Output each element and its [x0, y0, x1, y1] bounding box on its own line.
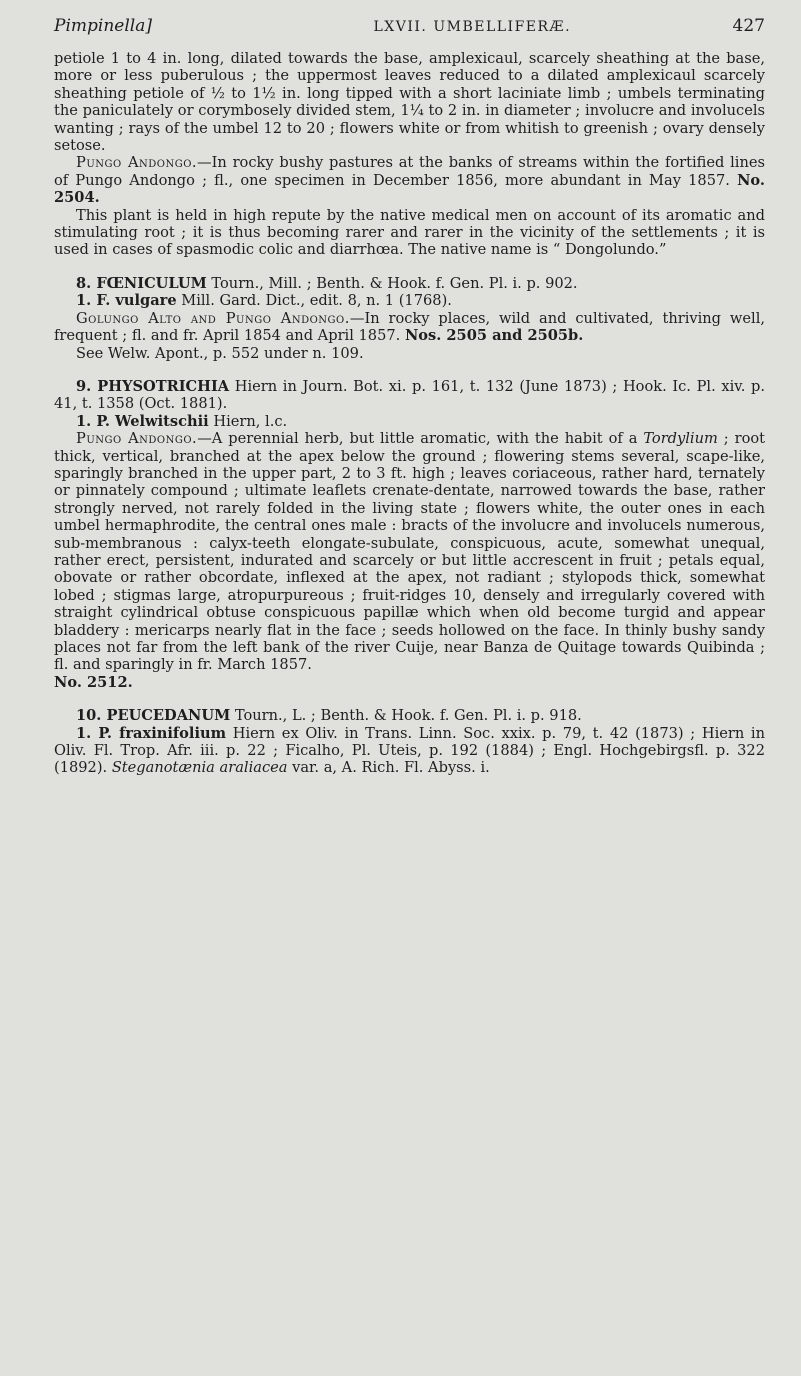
running-head [54, 16, 765, 42]
peucedanum-genus-heading [54, 707, 765, 724]
physotrichia-genus-heading [54, 378, 765, 413]
synonym-authority: var. a, A. Rich. Fl. Abyss. i. [292, 759, 490, 777]
species-authority: Hiern ex Oliv. in Trans. Linn. Soc. xxix. p. 79, t. 42 (1873) ; Hiern in Oliv. Fl. Trop. Afr. iii. p. 22 ; Ficalho, Pl. Uteis, p. 192 (1884) ; Engl. Hochgebirgsfl. p. 322 (1892). [54, 724, 765, 777]
foeniculum-locality [54, 310, 765, 345]
species-name: 1. F. vulgare [76, 292, 177, 310]
physotrichia-species [54, 413, 765, 430]
pimpinella-note: This plant is held in high repute by the native medical men on account of its aromatic and stimulating root ; it is thus becoming rarer and rarer in the vicinity of the settlements ; it is used in cases of spasmodic colic and diarrhœa. The native name is “ Dongolundo.” [54, 206, 765, 259]
page-number: 427 [732, 16, 765, 36]
locality-place: Golungo Alto and Pungo Andongo. [76, 309, 350, 327]
specimen-number: Nos. 2505 and 2505b. [404, 327, 584, 345]
species-authority: Mill. Gard. Dict., edit. 8, n. 1 (1768). [181, 292, 452, 310]
pimpinella-description-continued: petiole 1 to 4 in. long, dilated towards the base, amplexicaul, scarcely sheathing at the base, more or less puberulous ; the uppermost leaves reduced to a dilated amplexicaul scarcely sheathing petiole of ½ to 1½ in. long tipped with a short laciniate limb ; umbels terminating the paniculately or corymbosely divided stem, 1¼ to 2 in. in diameter ; involucre and involucels wanting ; rays of the umbel 12 to 20 ; flowers white or from whitish to greenish ; ovary densely setose. [54, 50, 765, 155]
foeniculum-genus-heading [54, 275, 765, 292]
species-name: 1. P. fraxinifolium [76, 724, 227, 742]
locality-text: —In rocky places, wild and cultivated, thriving well, frequent ; fl. and fr. April 1854 and April 1857. [54, 309, 766, 345]
specimen-number: No. 2504. [54, 171, 765, 207]
description-genus: Tordylium [643, 430, 718, 448]
species-authority: Hiern, l.c. [213, 412, 288, 430]
species-name: 1. P. Welwitschii [76, 412, 209, 430]
running-head-title: LXVII. UMBELLIFERÆ. [373, 19, 572, 35]
genus-name: 8. FŒNICULUM [76, 274, 207, 292]
genus-name: 10. PEUCEDANUM [76, 707, 231, 725]
genus-name: 9. PHYSOTRICHIA [76, 377, 230, 395]
running-head-genus: Pimpinella] [54, 16, 152, 36]
genus-authority: Hiern in Journ. Bot. xi. p. 161, t. 132 (June 1873) ; Hook. Ic. Pl. xiv. p. 41, t. 1358 (Oct. 1881). [54, 377, 765, 413]
synonym-name: Steganotænia araliacea [111, 759, 288, 777]
foeniculum-species [54, 292, 765, 309]
description-rest: ; root thick, vertical, branched at the apex below the ground ; flowering stems several, scape-like, sparingly branched in the upper part, 2 to 3 ft. high ; leaves coriaceous, rather hard, ternately or pinnately compound ; ultimate leaflets crenate-dentate, narrowed towards the base, rather strongly nerved, not rarely folded in the living state ; flowers white, the outer ones in each umbel hermaphrodite, the central ones male : bracts of the involucre and involucels numerous, sub-membranous : calyx-teeth elongate-subulate, conspicuous, acute, somewhat unequal, rather erect, persistent, indurated and scarcely or but little accrescent in fruit ; petals equal, obovate or rather obcordate, inflexed at the apex, not radiant ; stylopods thick, somewhat lobed ; stigmas large, atropurpureous ; fruit-ridges 10, densely and irregularly covered with straight cylindrical obtuse conspicuous papillæ which when old become turgid and appear bladdery : mericarps nearly flat in the face ; seeds hollowed on the face. In thinly bushy sandy places not far from the left bank of the river Cuije, near Banza de Quitage towards Quibinda ; fl. and sparingly in fr. March 1857. [54, 430, 766, 674]
locality-place: Pungo Andongo. [76, 430, 198, 448]
section-gap [54, 259, 765, 275]
description-start: —A perennial herb, but little aromatic, with the habit of a [197, 430, 644, 448]
genus-authority: Tourn., Mill. ; Benth. & Hook. f. Gen. Pl. i. p. 902. [211, 274, 578, 292]
locality-place: Pungo Andongo. [76, 154, 198, 172]
physotrichia-description [54, 430, 765, 691]
pimpinella-locality [54, 154, 765, 206]
specimen-number: No. 2512. [54, 673, 133, 691]
genus-authority: Tourn., L. ; Benth. & Hook. f. Gen. Pl. i. p. 918. [234, 707, 582, 725]
section-gap [54, 362, 765, 378]
foeniculum-see-also: See Welw. Apont., p. 552 under n. 109. [76, 344, 364, 362]
page-body [54, 50, 765, 777]
section-gap [54, 691, 765, 707]
peucedanum-species [54, 725, 765, 777]
locality-text: —In rocky bushy pastures at the banks of streams within the fortified lines of Pungo Andongo ; fl., one specimen in December 1856, more abundant in May 1857. [54, 154, 765, 189]
